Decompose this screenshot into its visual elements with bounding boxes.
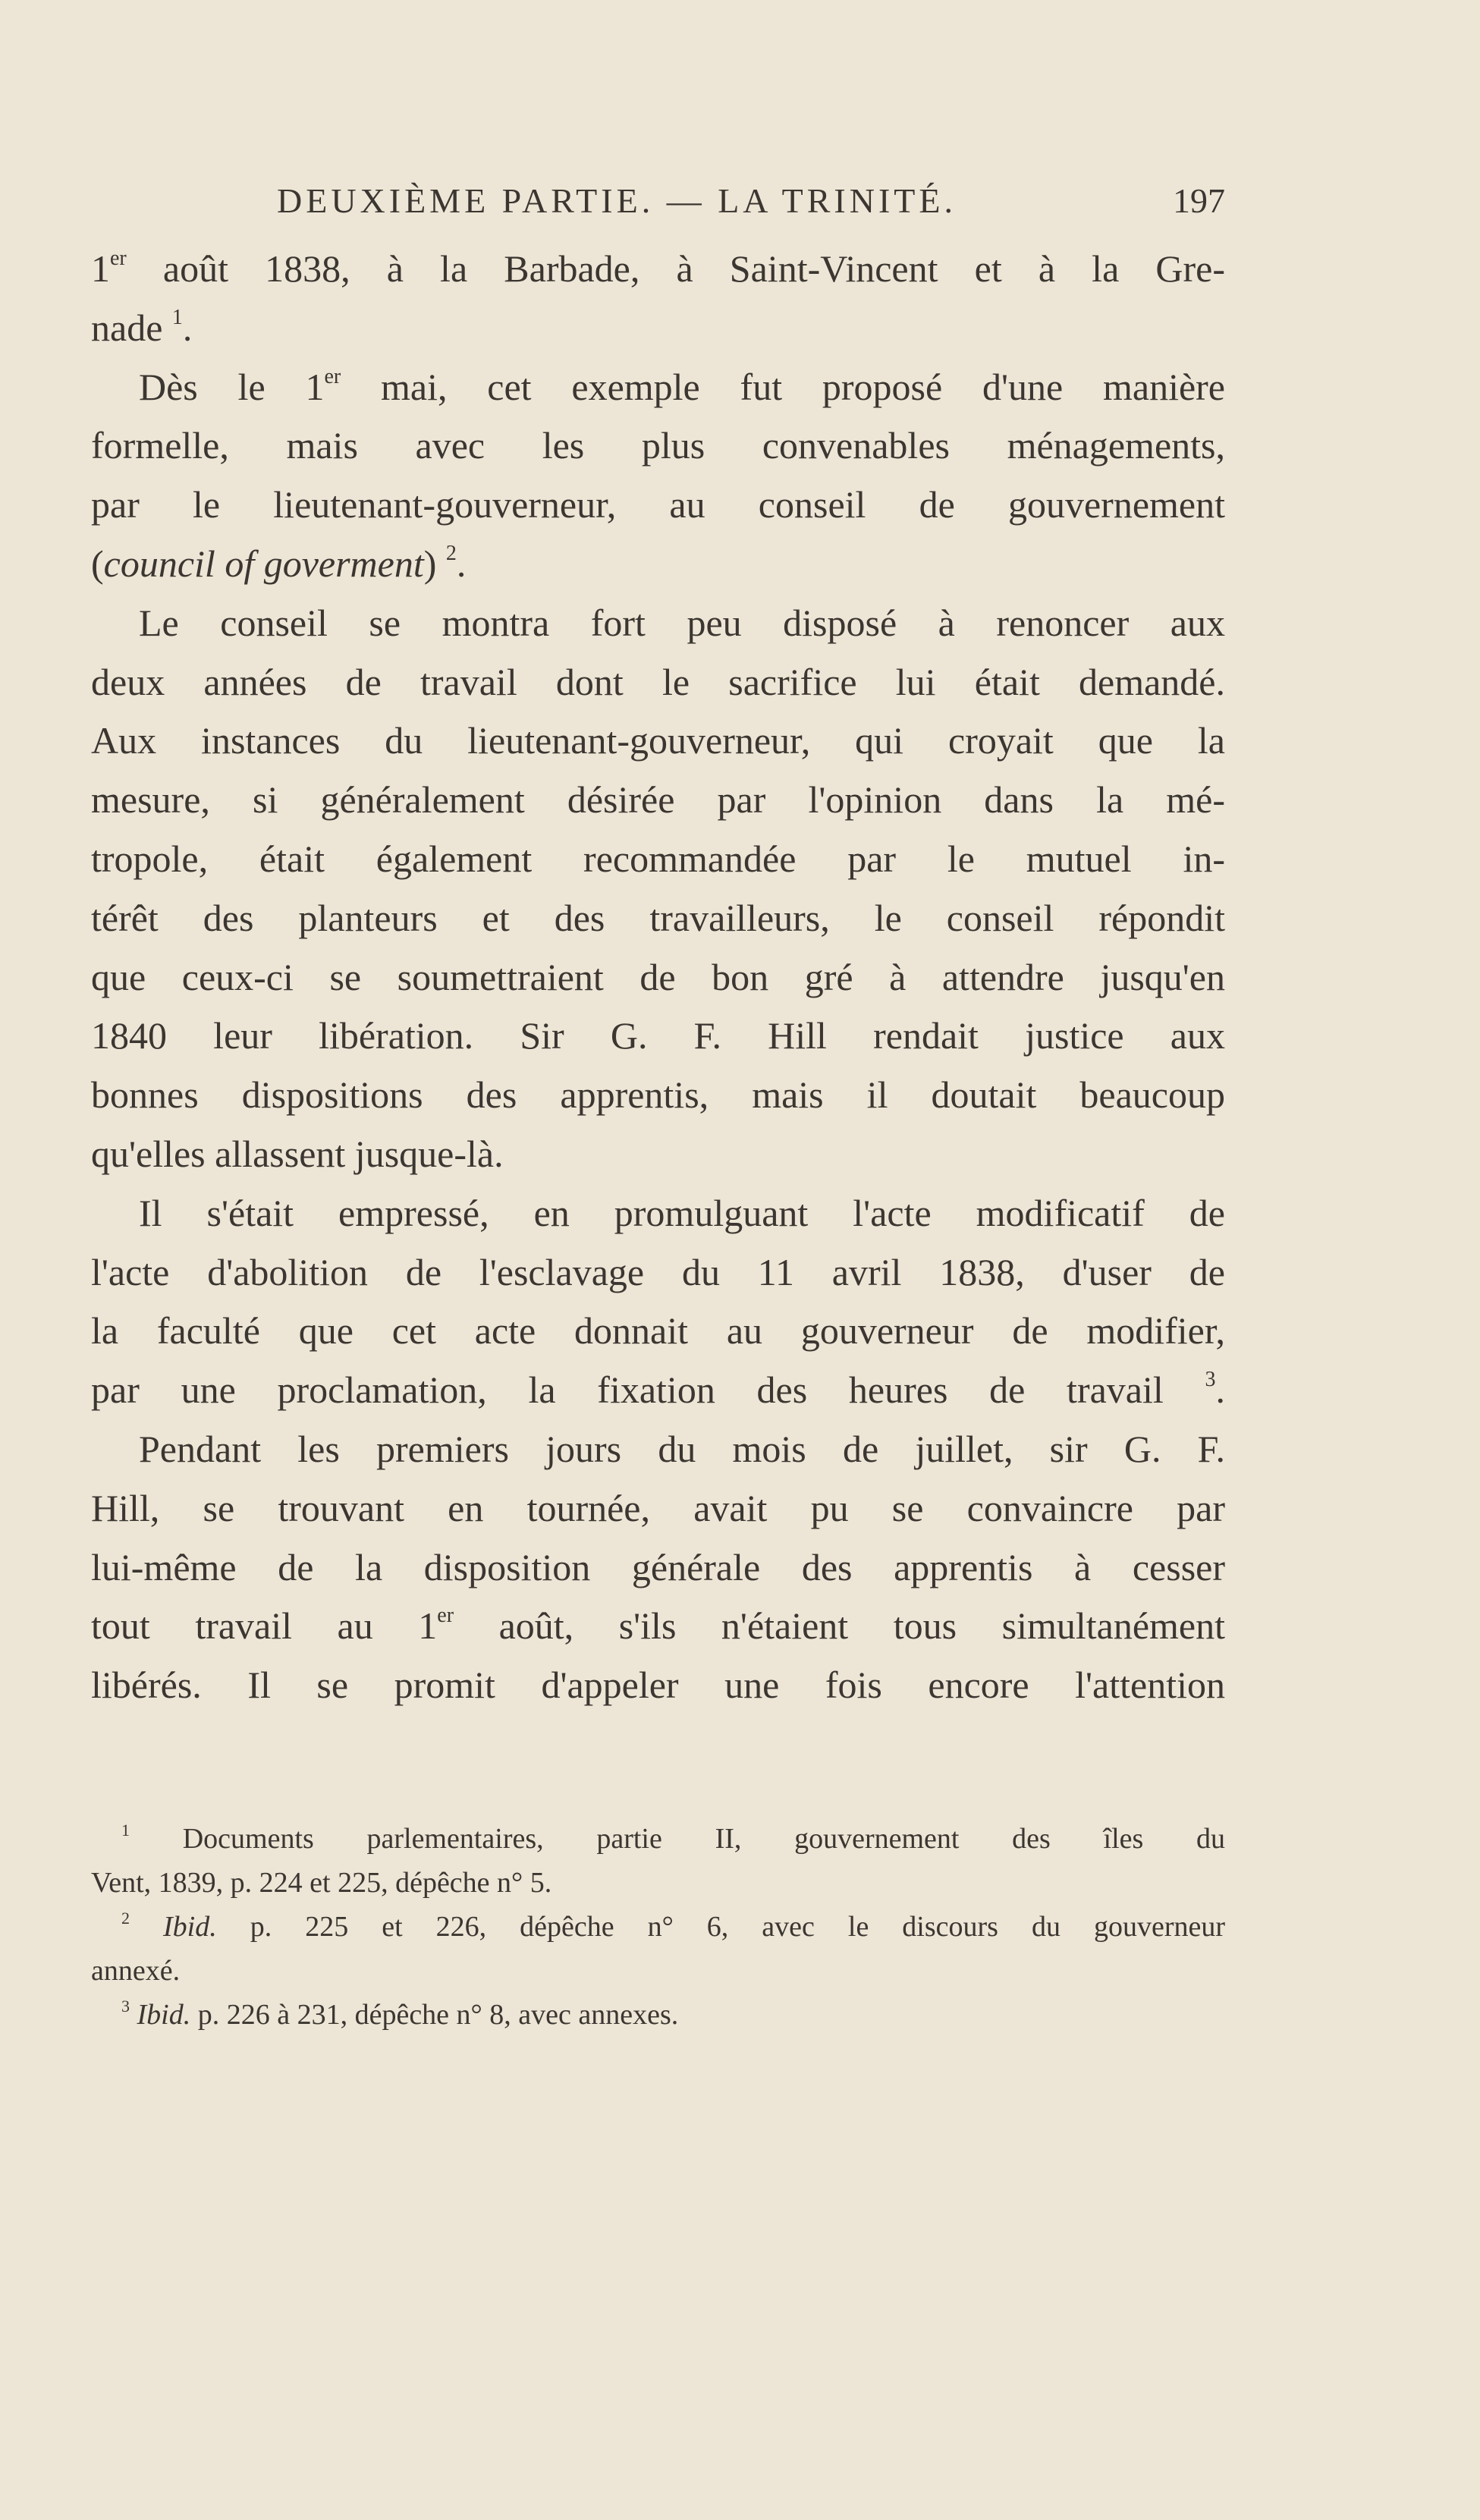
text-line: Aux instances du lieutenant-gouverneur, qui croyait que la [91, 719, 1225, 762]
text-line: par le lieutenant-gouverneur, au conseil de gouvernement [91, 483, 1225, 526]
text-line: la faculté que cet acte donnait au gouverneur de modifier, [91, 1309, 1225, 1353]
text-line: tropole, était également recommandée par le mutuel in- [91, 837, 1225, 880]
text-line: 1er août 1838, à la Barbade, à Saint-Vincent et à la Gre- [91, 247, 1225, 290]
text-line: que ceux-ci se soumettraient de bon gré à attendre jusqu'en [91, 955, 1225, 998]
running-head: DEUXIÈME PARTIE. — LA TRINITÉ. [277, 181, 957, 220]
text-line: térêt des planteurs et des travailleurs, le conseil répondit [91, 896, 1225, 939]
footnote-2-cont: annexé. [91, 1955, 181, 1987]
text-line: bonnes dispositions des apprentis, mais il doutait beaucoup [91, 1073, 1225, 1117]
text-line: mesure, si généralement désirée par l'opinion dans la mé- [91, 778, 1225, 822]
footnote-ref: 2 [445, 541, 457, 565]
text-line: Pendant les premiers jours du mois de juillet, sir G. F. [139, 1427, 1225, 1470]
text-line: l'acte d'abolition de l'esclavage du 11 avril 1838, d'user de [91, 1250, 1225, 1293]
body-text [91, 240, 1225, 1715]
text-line: qu'elles allassent jusque-là. [91, 1132, 504, 1175]
footnote-2: $^2$ Ibid. p. 225 et 226, dépêche n° 6, avec le discours du gouverneur [121, 1909, 1225, 1943]
text-line: deux années de travail dont le sacrifice lui était demandé. [91, 660, 1225, 703]
text-line: Hill, se trouvant en tournée, avait pu se convaincre par [91, 1486, 1225, 1529]
page-header [277, 181, 1225, 234]
footnote-1: $^1$ Documents parlementaires, partie II, gouvernement des îles du [121, 1821, 1225, 1855]
text-line: libérés. Il se promit d'appeler une fois encore l'attention [91, 1664, 1225, 1707]
text-line: par une proclamation, la fixation des heures de travail $^3$. [91, 1368, 1225, 1412]
text-line: lui-même de la disposition générale des apprentis à cesser [91, 1545, 1225, 1588]
text-line: tout travail au 1er août, s'ils n'étaient tous simultanément [91, 1604, 1225, 1648]
text-line: formelle, mais avec les plus convenables ménagements, [91, 424, 1225, 467]
text-line: Il s'était empressé, en promulguant l'acte modificatif de [139, 1191, 1225, 1234]
text-line: Le conseil se montra fort peu disposé à renoncer aux [139, 601, 1225, 644]
footnote-1-cont: Vent, 1839, p. 224 et 225, dépêche n° 5. [91, 1867, 552, 1899]
footnote-3: $^3$ Ibid. p. 226 à 231, dépêche n° 8, avec annexes. [121, 1997, 679, 2031]
footnote-ref: 1 [171, 305, 183, 329]
text-line: (council of goverment) $^2$. [91, 541, 467, 585]
footnote-ref: 3 [1205, 1368, 1216, 1392]
page-number: 197 [1173, 181, 1225, 220]
text-line: Dès le 1er mai, cet exemple fut proposé d'une manière [139, 364, 1226, 408]
text-line: 1840 leur libération. Sir G. F. Hill rendait justice aux [91, 1014, 1225, 1057]
footnotes [91, 1817, 1225, 2037]
text-line: nade $^1$. [91, 305, 193, 349]
